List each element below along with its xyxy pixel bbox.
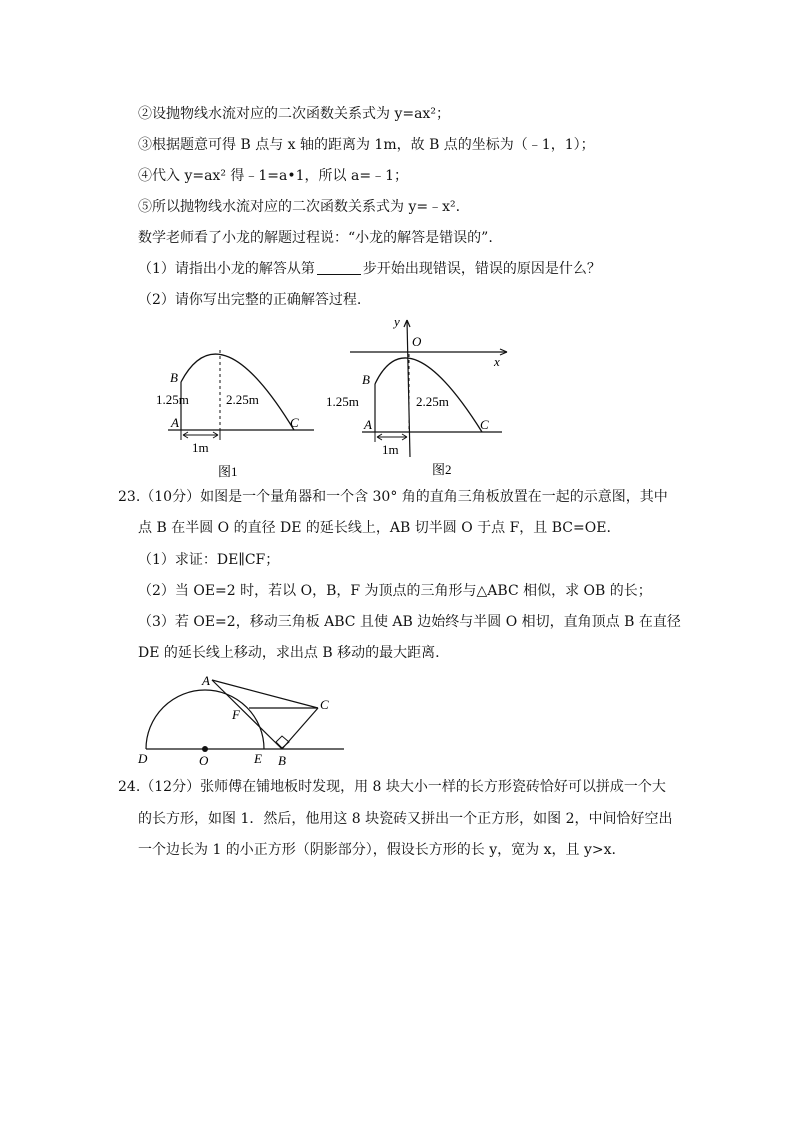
q23-part3-line2: DE 的延长线上移动，求出点 B 移动的最大距离. (138, 645, 440, 661)
q22-part2: （2）请你写出完整的正确解答过程. (138, 292, 362, 308)
q24-line3: 一个边长为 1 的小正方形（阴影部分），假设长方形的长 y，宽为 x，且 y>x. (138, 842, 616, 858)
label-width: 1m (382, 442, 399, 457)
semicircle (146, 690, 264, 749)
label-f: F (232, 707, 240, 722)
solution-step-5: ⑤所以抛物线水流对应的二次函数关系式为 y=﹣x². (138, 199, 461, 215)
label-o: O (199, 753, 209, 768)
label-e: E (254, 751, 262, 766)
q22-part1-before: （1）请指出小龙的解答从第 (138, 261, 315, 277)
solution-step-2: ②设抛物线水流对应的二次函数关系式为 y=ax²； (138, 106, 450, 122)
label-o: O (412, 334, 422, 349)
center-o (202, 746, 208, 752)
q23-part1: （1）求证：DE∥CF； (138, 552, 280, 568)
label-d: D (138, 751, 148, 766)
figure-2-caption: 图2 (432, 462, 452, 477)
figure-2-coordinate-parabola (326, 312, 512, 477)
q23-part3-line1: （3）若 OE=2，移动三角板 ABC 且使 AB 边始终与半圆 O 相切，直角顶点 B 在直径 (138, 614, 681, 630)
figure-1-parabola (158, 330, 338, 480)
q24-line2: 的长方形，如图 1．然后，他用这 8 块瓷砖又拼出一个正方形，如图 2，中间恰好空出 (138, 811, 673, 827)
q23-intro-line1: 23.（10分）如图是一个量角器和一个含 30° 角的直角三角板放置在一起的示意图，其中 (118, 489, 668, 505)
teacher-comment: 数学老师看了小龙的解题过程说：“小龙的解答是错误的”. (138, 230, 493, 246)
figure-1-caption: 图1 (218, 464, 238, 479)
solution-step-4: ④代入 y=ax² 得﹣1=a•1，所以 a=﹣1； (138, 168, 408, 184)
label-height-top: 2.25m (416, 394, 449, 409)
solution-step-3: ③根据题意可得 B 点与 x 轴的距离为 1m，故 B 点的坐标为（﹣1，1）； (138, 137, 595, 153)
label-x: x (494, 354, 500, 369)
label-b: B (278, 753, 286, 768)
y-axis (407, 320, 410, 457)
right-angle-mark (276, 736, 289, 748)
label-b: B (170, 370, 178, 385)
answer-blank[interactable] (317, 260, 361, 275)
label-a: A (202, 673, 210, 688)
label-y: y (394, 314, 400, 329)
q22-part1-after: 步开始出现错误，错误的原因是什么？ (362, 261, 601, 277)
q24-line1: 24.（12分）张师傅在铺地板时发现，用 8 块大小一样的长方形瓷砖恰好可以拼成一个大 (118, 779, 666, 795)
side-ab (212, 680, 282, 749)
label-width: 1m (192, 440, 209, 455)
q23-intro-line2: 点 B 在半圆 O 的直径 DE 的延长线上，AB 切半圆 O 于点 F，且 BC=OE. (138, 520, 611, 536)
label-c: C (480, 417, 489, 432)
q23-part2: （2）当 OE=2 时，若以 O，B，F 为顶点的三角形与△ABC 相似，求 OB 的长； (138, 583, 652, 599)
label-height-top: 2.25m (226, 392, 259, 407)
label-height-ab: 1.25m (326, 394, 359, 409)
label-height-ab: 1.25m (156, 392, 189, 407)
label-c: C (320, 697, 329, 712)
label-b: B (362, 372, 370, 387)
label-a: A (364, 417, 372, 432)
figure-protractor-triangle (138, 672, 353, 767)
label-a: A (171, 415, 179, 430)
q22-part1 (138, 259, 601, 279)
label-c: C (290, 415, 299, 430)
